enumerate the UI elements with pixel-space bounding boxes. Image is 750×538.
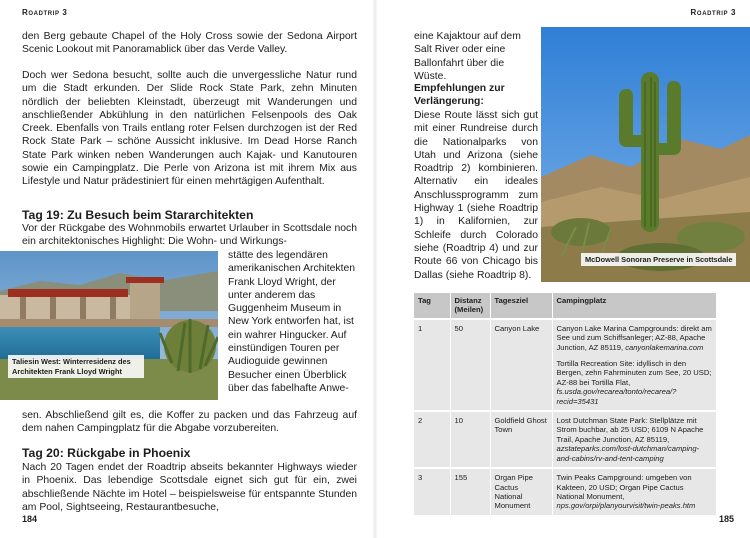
cell-distanz: 155 bbox=[450, 468, 490, 515]
campground-text: Tortilla Recreation Site: idyllisch in den Bergen, zehn Fahrminuten zum See, 20 USD; AZ-88 bei Tortilla Flat, bbox=[556, 359, 712, 387]
cell-tagesziel: Organ Pipe Cactus National Monument bbox=[490, 468, 552, 515]
heading-tag-19: Tag 19: Zu Besuch beim Stararchitekten bbox=[22, 208, 254, 222]
campground-url[interactable]: nps.gov/orpi/planyourvisit/twin-peaks.htm bbox=[556, 501, 696, 511]
campground-entry bbox=[557, 473, 713, 511]
left-paragraph-2: Doch wer Sedona besucht, sollte auch die unvergessliche Natur rund um die Stadt erkunden. Der Slide Rock State Park, zehn Minuten nördlich der beliebten Kleinstadt, überzeugt mit Wanderungen und anschließender Abkühlung in den natürlichen Felsenpools des Oak Creek. Ebenfalls von Trails entlang roter Felsen durchzogen ist der Red Rock State Park – schöne Aussicht inklusive. Im Dead Horse Ranch State Park winken neben Wanderungen auch Kajak- und Kanutouren sowie ein Campingplatz. Die Perle von Arizona ist mit ihrem Mix aus Lifestyle und Natur prädestiniert für einen mehrtägigen Aufenthalt. bbox=[22, 70, 357, 188]
campground-entry bbox=[557, 359, 713, 406]
right-paragraph-1: eine Kajaktour auf dem Salt River oder eine Ballonfahrt über die Wüste. bbox=[414, 31, 521, 82]
left-paragraph-1: den Berg gebaute Chapel of the Holy Cross sowie der Sedona Airport Scenic Lookout mit Panoramablick über das Verde Valley. bbox=[22, 31, 357, 56]
cell-campingplatz bbox=[552, 411, 717, 468]
running-head-left: Roadtrip 3 bbox=[22, 8, 68, 17]
page-number-right: 185 bbox=[718, 514, 734, 524]
taliesin-photo-caption: Taliesin West: Winterresidenz des Architekten Frank Lloyd Wright bbox=[8, 355, 144, 378]
cell-campingplatz bbox=[552, 468, 717, 515]
campground-url[interactable]: azstateparks.com/lost-dutchman/camping-and-cabins/rv-and-tent-camping bbox=[556, 444, 700, 463]
campground-text: Lost Dutchman State Park: Stellplätze mit Strom buchbar, ab 25 USD; 6109 N Apache Trail, Apache Junction, AZ 85119, bbox=[556, 416, 704, 444]
campground-entry bbox=[557, 416, 713, 463]
cell-tagesziel: Goldfield Ghost Town bbox=[490, 411, 552, 468]
cell-distanz: 10 bbox=[450, 411, 490, 468]
cell-tag: 2 bbox=[414, 411, 450, 468]
cell-tag: 1 bbox=[414, 319, 450, 411]
mcdowell-sonoran-photo bbox=[541, 27, 750, 282]
taliesin-west-photo bbox=[0, 251, 218, 400]
table-row bbox=[414, 468, 717, 515]
table-header-row bbox=[414, 293, 717, 319]
page-number-left: 184 bbox=[22, 514, 38, 524]
left-paragraph-3-full: Vor der Rückgabe des Wohnmobils erwartet Urlauber in Scottsdale noch ein architektonisches Highlight: Die Wohn- und Wirkungs- bbox=[22, 223, 357, 248]
table-header-campingplatz: Campingplatz bbox=[552, 293, 717, 319]
left-paragraph-3-wrap: stätte des legendären amerikanischen Architekten Frank Lloyd Wright, der unter anderem das Guggenheim Museum in New York entworfen hat, ist ein wahrer Hingucker. Auf einstündigen Touren per Audioguide gewinnen Besucher einen Überblick über das fabelhafte Anwe- bbox=[228, 250, 356, 394]
campground-text: Canyon Lake Marina Campgrounds: direkt am See und zum Schiffsanleger; AZ-88, Apache Junction, AZ 85119, bbox=[556, 323, 712, 352]
left-paragraph-3-end: sen. Abschließend gilt es, die Koffer zu packen und das Fahrzeug auf dem nahen Campingplatz für die Abgabe vorzubereiten. bbox=[22, 410, 357, 435]
campground-url[interactable]: canyonlakemarina.com bbox=[625, 342, 704, 352]
running-head-right: Roadtrip 3 bbox=[690, 8, 736, 17]
left-paragraph-4: Nach 20 Tagen endet der Roadtrip abseits bekannter Highways wieder in Phoenix. Das lebendige Scottsdale eignet sich gut für ein, zwei abschließende Nächte im Hotel – beispielsweise für entspannte Stunden am Pool, Sightseeing, Restaurantbesuche, bbox=[22, 462, 357, 513]
cell-tag: 3 bbox=[414, 468, 450, 515]
campground-text: Twin Peaks Campground: umgeben von Kakteen, 20 USD; Organ Pipe Cactus National Monument, bbox=[556, 473, 692, 501]
mcdowell-photo-caption: McDowell Sonoran Preserve in Scottsdale bbox=[581, 253, 736, 267]
heading-tag-20: Tag 20: Rückgabe in Phoenix bbox=[22, 446, 191, 460]
campground-entry bbox=[557, 324, 713, 352]
right-paragraph-2: Diese Route lässt sich gut mit einer Rundreise durch die Nationalparks von Utah und Arizona (siehe Roadtrip 2) kombinieren. Alternativ ein ideales Anschlussprogramm zum Highway 1 (siehe Roadtrip 1) in Kalifornien, zur Schleife durch Colorado siehe (Roadtrip 4) und zur Route 66 von Chicago bis Dallas (siehe Roadtrip 8). bbox=[414, 110, 538, 281]
table-header-tag: Tag bbox=[414, 293, 450, 319]
table-header-tagesziel: Tagesziel bbox=[490, 293, 552, 319]
saguaro-illustration bbox=[541, 27, 750, 282]
campground-url[interactable]: fs.usda.gov/recarea/tonto/recarea/?recid=35431 bbox=[556, 387, 677, 406]
cell-distanz: 50 bbox=[450, 319, 490, 411]
cell-campingplatz bbox=[552, 319, 717, 411]
campground-table bbox=[414, 293, 717, 515]
table-header-distanz: Distanz (Meilen) bbox=[450, 293, 490, 319]
right-heading-extension: Empfehlungen zur Verlängerung: bbox=[414, 83, 505, 108]
table-row bbox=[414, 411, 717, 468]
table-row bbox=[414, 319, 717, 411]
cell-tagesziel: Canyon Lake bbox=[490, 319, 552, 411]
